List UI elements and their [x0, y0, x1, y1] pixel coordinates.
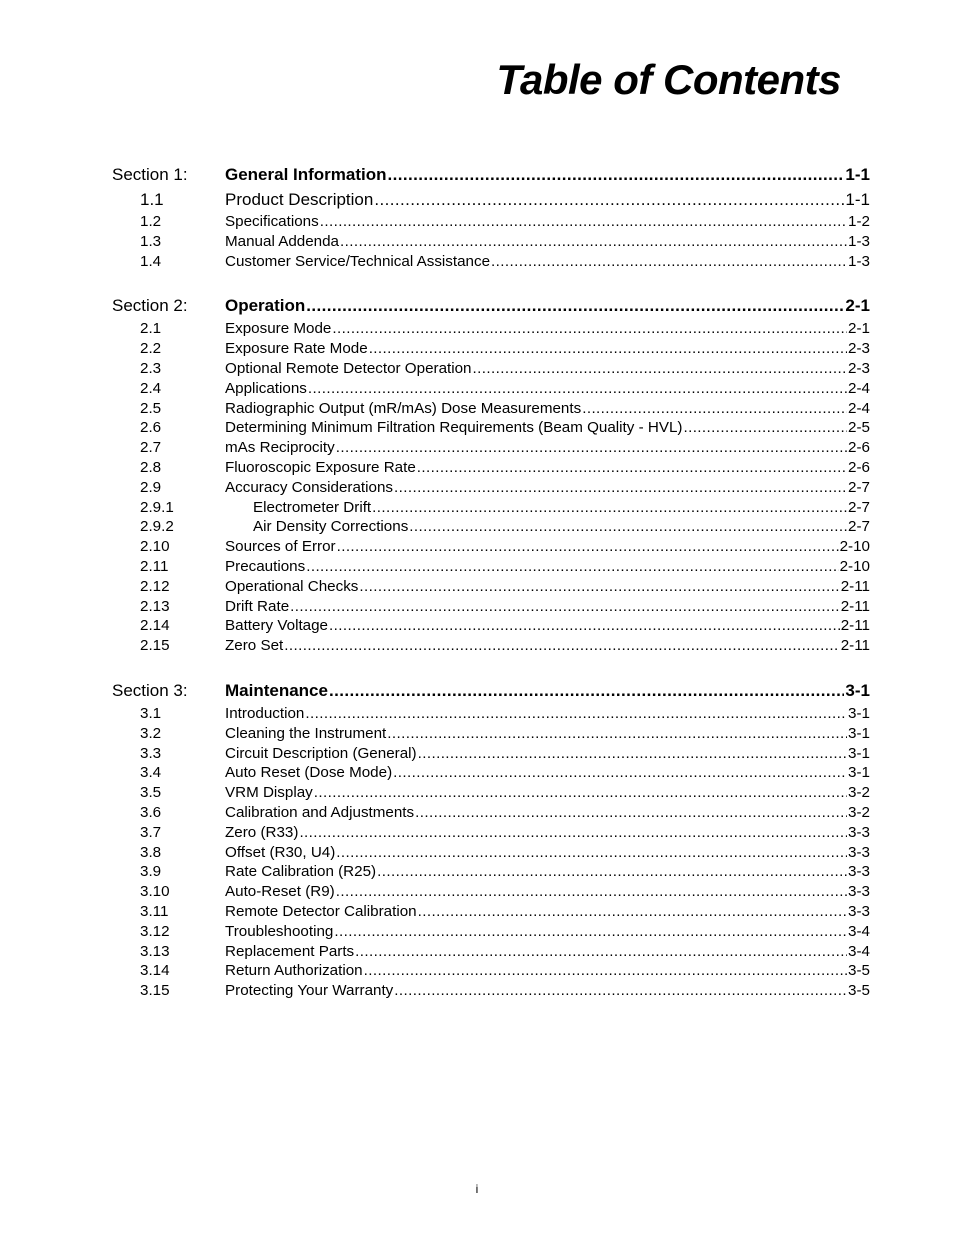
dot-leader [336, 438, 847, 458]
toc-entry[interactable] [112, 537, 870, 557]
toc-entry[interactable] [112, 922, 870, 942]
dot-leader [417, 458, 847, 478]
entry-title: Exposure Rate Mode [225, 340, 368, 358]
dot-leader [314, 783, 847, 803]
toc-entry[interactable] [112, 212, 870, 232]
entry-title: Electrometer Drift [253, 498, 372, 516]
entry-title: Return Authorization [225, 962, 363, 980]
page-ref: 2-7 [848, 478, 870, 496]
entry-title: Accuracy Considerations [225, 478, 393, 496]
page-ref: 2-1 [848, 320, 870, 338]
page-ref: 2-10 [839, 557, 870, 575]
dot-leader [305, 704, 847, 724]
dot-leader [377, 862, 847, 882]
page-ref: 3-3 [848, 843, 870, 861]
page-ref: 3-1 [848, 724, 870, 742]
page-ref: 1-1 [845, 190, 870, 209]
toc-entry[interactable] [112, 597, 870, 617]
page-ref: 1-1 [845, 165, 870, 184]
toc-section-heading[interactable] [112, 162, 870, 188]
dot-leader [418, 902, 847, 922]
page-ref: 2-6 [848, 439, 870, 457]
toc-entry[interactable] [112, 498, 870, 518]
toc-entry[interactable] [112, 458, 870, 478]
toc-entry[interactable] [112, 438, 870, 458]
entry-title: Auto Reset (Dose Mode) [225, 764, 393, 782]
dot-leader [415, 803, 847, 823]
toc-section-heading[interactable] [112, 678, 870, 704]
entry-title: Troubleshooting [225, 922, 334, 940]
entry-number: 2.8 [140, 458, 162, 476]
page-ref: 3-4 [848, 922, 870, 940]
dot-leader [394, 981, 847, 1001]
toc-entry[interactable] [112, 636, 870, 656]
page-ref: 3-3 [848, 883, 870, 901]
toc-entry[interactable] [112, 862, 870, 882]
page-ref: 2-11 [840, 597, 870, 615]
page-ref: 3-2 [848, 784, 870, 802]
toc-entry[interactable] [112, 823, 870, 843]
dot-leader [372, 498, 847, 518]
page-ref: 2-7 [848, 518, 870, 536]
toc-section [112, 678, 870, 1001]
entry-number: 2.9 [140, 478, 162, 496]
toc-entry[interactable] [112, 803, 870, 823]
entry-title: Auto-Reset (R9) [225, 883, 335, 901]
page-ref: 2-4 [848, 379, 870, 397]
dot-leader [329, 678, 844, 704]
entry-title: Remote Detector Calibration [225, 902, 417, 920]
entry-title: Specifications [225, 213, 319, 230]
dot-leader [409, 517, 847, 537]
page-ref: 2-3 [848, 340, 870, 358]
page-ref: 2-4 [848, 399, 870, 417]
entry-number: 3.3 [140, 744, 162, 762]
toc-entry[interactable] [112, 961, 870, 981]
dot-leader [393, 763, 847, 783]
page-ref: 1-3 [848, 232, 870, 250]
dot-leader [320, 212, 847, 232]
toc-entry[interactable] [112, 399, 870, 419]
entry-title: Operational Checks [225, 577, 359, 595]
entry-title: Optional Remote Detector Operation [225, 359, 472, 377]
entry-number: 2.12 [140, 577, 170, 595]
dot-leader [355, 942, 847, 962]
toc-entry[interactable] [112, 981, 870, 1001]
dot-leader [364, 961, 847, 981]
dot-leader [329, 616, 840, 636]
entry-title: Product Description [225, 190, 374, 209]
toc-entry[interactable] [112, 339, 870, 359]
dot-leader [491, 252, 847, 272]
entry-title: Customer Service/Technical Assistance [225, 252, 491, 270]
entry-number: 3.14 [140, 962, 170, 980]
entry-number: 3.13 [140, 942, 170, 960]
page-ref: 3-3 [848, 823, 870, 841]
entry-title: Protecting Your Warranty [225, 982, 394, 1000]
page-ref: 2-1 [845, 296, 870, 316]
dot-leader [308, 379, 847, 399]
toc-entry[interactable] [112, 783, 870, 803]
entry-number: 2.3 [140, 359, 162, 377]
entry-number: 3.11 [140, 902, 169, 920]
toc-entry[interactable] [112, 577, 870, 597]
entry-title: Calibration and Adjustments [225, 803, 415, 821]
page-ref: 2-11 [840, 617, 870, 635]
toc-entry[interactable] [112, 843, 870, 863]
page-ref: 2-3 [848, 359, 870, 377]
toc-entry[interactable] [112, 744, 870, 764]
toc-entry[interactable] [112, 724, 870, 744]
page-ref: 3-4 [848, 942, 870, 960]
entry-title: Introduction [225, 704, 305, 722]
page-ref: 3-1 [848, 764, 870, 782]
entry-number: 2.14 [140, 617, 170, 635]
dot-leader [336, 882, 847, 902]
entry-title: Zero Set [225, 637, 284, 655]
entry-number: 2.4 [140, 379, 162, 397]
entry-title: Determining Minimum Filtration Requirements (Beam Quality - HVL) [225, 419, 683, 437]
entry-title: Fluoroscopic Exposure Rate [225, 458, 416, 476]
entry-title: Battery Voltage [225, 617, 329, 635]
entry-title: Drift Rate [225, 597, 290, 615]
dot-leader [683, 418, 847, 438]
page-ref: 3-5 [848, 982, 870, 1000]
page-ref: 2-11 [840, 637, 870, 655]
entry-number: 3.8 [140, 843, 162, 861]
page-ref: 3-1 [845, 680, 870, 700]
page-ref: 2-6 [848, 458, 870, 476]
entry-title: mAs Reciprocity [225, 439, 335, 457]
toc-entry[interactable] [112, 252, 870, 272]
entry-number: 1.4 [140, 252, 162, 270]
dot-leader [359, 577, 839, 597]
dot-leader [306, 557, 838, 577]
toc-section [112, 293, 870, 656]
entry-number: 3.9 [140, 863, 162, 881]
toc-entry[interactable] [112, 882, 870, 902]
dot-leader [374, 188, 844, 212]
page-title: Table of Contents [496, 56, 841, 103]
entry-title: Circuit Description (General) [225, 744, 417, 762]
entry-number: 3.2 [140, 724, 162, 742]
dot-leader [387, 724, 847, 744]
dot-leader [388, 162, 845, 188]
entry-title: Manual Addenda [225, 232, 340, 250]
page-ref: 2-7 [848, 498, 870, 516]
toc-section-heading[interactable] [112, 293, 870, 319]
entry-title: Offset (R30, U4) [225, 843, 336, 861]
dot-leader [334, 922, 847, 942]
table-of-contents [112, 162, 870, 1023]
toc-entry[interactable] [112, 704, 870, 724]
entry-number: 3.5 [140, 784, 162, 802]
dot-leader [337, 537, 839, 557]
dot-leader [582, 399, 847, 419]
entry-number: 3.7 [140, 823, 162, 841]
entry-title: Cleaning the Instrument [225, 724, 387, 742]
dot-leader [418, 744, 847, 764]
page-ref: 2-5 [848, 419, 870, 437]
page-number: i [475, 1182, 479, 1196]
entry-number: 2.2 [140, 340, 162, 358]
toc-entry[interactable] [112, 763, 870, 783]
page-ref: 2-10 [839, 538, 870, 556]
entry-number: 2.5 [140, 399, 162, 417]
page-ref: 1-2 [848, 213, 870, 230]
entry-title: Exposure Mode [225, 320, 332, 338]
entry-title: VRM Display [225, 784, 313, 802]
entry-number: 3.15 [140, 982, 170, 1000]
entry-title: Radiographic Output (mR/mAs) Dose Measurements [225, 399, 582, 417]
dot-leader [332, 319, 847, 339]
entry-title: Sources of Error [225, 538, 336, 556]
entry-number: 2.13 [140, 597, 170, 615]
entry-title: Precautions [225, 557, 306, 575]
entry-number: 2.1 [140, 320, 162, 338]
section-title: Operation [225, 296, 306, 316]
dot-leader [290, 597, 840, 617]
dot-leader [394, 478, 847, 498]
toc-entry[interactable] [112, 359, 870, 379]
section-title: Maintenance [225, 680, 328, 700]
entry-number: 3.10 [140, 883, 170, 901]
dot-leader [473, 359, 848, 379]
entry-number: 3.1 [140, 704, 162, 722]
entry-number: 2.10 [140, 538, 170, 556]
toc-entry[interactable] [112, 379, 870, 399]
toc-entry[interactable] [112, 902, 870, 922]
dot-leader [340, 232, 847, 252]
page-ref: 3-3 [848, 863, 870, 881]
entry-number: 1.2 [140, 213, 162, 230]
entry-title: Rate Calibration (R25) [225, 863, 377, 881]
toc-entry[interactable] [112, 319, 870, 339]
section-label: Section 3: [112, 680, 188, 700]
entry-number: 2.9.1 [140, 498, 174, 516]
dot-leader [369, 339, 847, 359]
entry-number: 3.12 [140, 922, 170, 940]
section-title: General Information [225, 165, 387, 184]
page-ref: 3-2 [848, 803, 870, 821]
entry-title: Zero (R33) [225, 823, 299, 841]
page-ref: 3-1 [848, 744, 870, 762]
entry-title: Replacement Parts [225, 942, 355, 960]
entry-number: 3.4 [140, 764, 162, 782]
toc-entry[interactable] [112, 232, 870, 252]
dot-leader [299, 823, 847, 843]
toc-section [112, 162, 870, 271]
page-ref: 3-3 [848, 902, 870, 920]
entry-number: 2.9.2 [140, 518, 174, 536]
toc-entry[interactable] [112, 557, 870, 577]
entry-number: 2.7 [140, 439, 162, 457]
section-label: Section 1: [112, 165, 188, 184]
dot-leader [336, 843, 847, 863]
toc-entry[interactable] [112, 478, 870, 498]
toc-entry[interactable] [112, 517, 870, 537]
page-ref: 1-3 [848, 252, 870, 270]
entry-number: 2.15 [140, 637, 170, 655]
dot-leader [306, 293, 844, 319]
page-ref: 3-5 [848, 962, 870, 980]
toc-entry[interactable] [112, 418, 870, 438]
page-ref: 3-1 [848, 704, 870, 722]
section-label: Section 2: [112, 296, 188, 316]
entry-number: 2.6 [140, 419, 162, 437]
page-ref: 2-11 [840, 577, 870, 595]
entry-number: 2.11 [140, 557, 169, 575]
toc-entry[interactable] [112, 942, 870, 962]
toc-entry[interactable] [112, 616, 870, 636]
entry-title: Air Density Corrections [253, 518, 409, 536]
entry-title: Applications [225, 379, 307, 397]
toc-entry[interactable] [112, 188, 870, 212]
entry-number: 1.1 [140, 190, 164, 209]
dot-leader [284, 636, 839, 656]
entry-number: 3.6 [140, 803, 162, 821]
entry-number: 1.3 [140, 232, 162, 250]
